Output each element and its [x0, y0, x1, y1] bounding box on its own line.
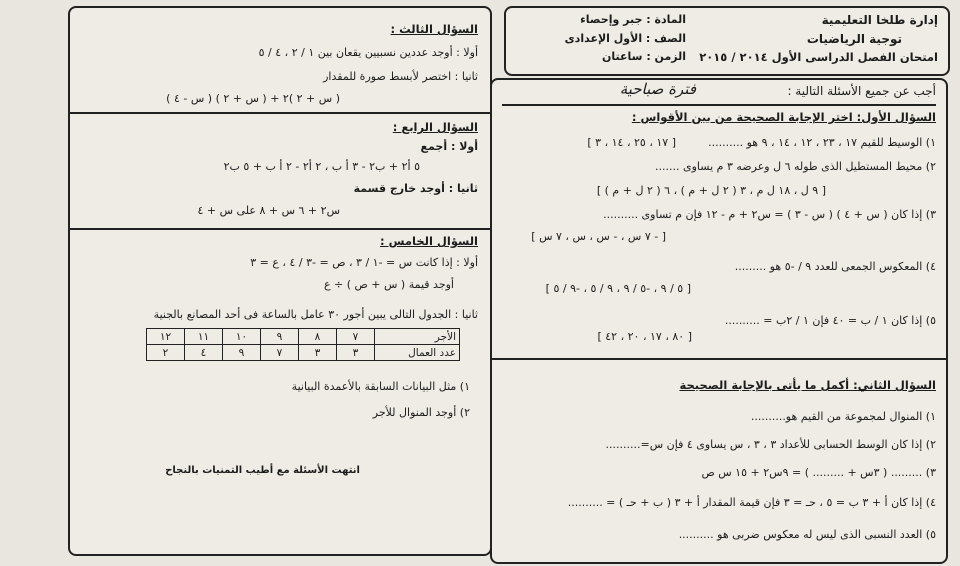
q5-first: أولا : إذا كانت س = -١ / ٣ ، ص = -٣ / ٤ ، ع = ٣: [250, 256, 478, 269]
q5-task1: ١) مثل البيانات السابقة بالأعمدة البيانية: [291, 380, 470, 393]
q1-item2-options: [ ٩ ل ، ١٨ ل م ، ٣ ( ٢ ل + م ) ، ٦ ( ٢ ل + م ) ]: [596, 184, 826, 197]
q4-first-expression: ٥ أ٢ + ب٢ - ٣ أ ب ، ٢ أ٢ - ٢ أ ب + ٥ ب٢: [223, 160, 420, 173]
q5-second: ثانيا : الجدول التالى يبين أجور ٣٠ عامل بالساعة فى أحد المصانع بالجنية: [153, 308, 478, 321]
q3-first: أولا : أوجد عددين نسبيين يقعان بين ١ / ٢ ، ٤ / ٥: [258, 46, 478, 59]
header-box: [504, 6, 950, 76]
q1-item3: ٣) إذا كان ( س + ٤ ) ( س - ٣ ) = س٢ + م - ١٢ فإن م تساوى ..........: [603, 208, 936, 221]
q1-item1: ١) الوسيط للقيم ١٧ ، ٢٣ ، ١٢ ، ١٤ ، ٩ هو ..........: [708, 136, 936, 149]
table-cell: ١٢: [147, 329, 185, 345]
q2-item2: ٢) إذا كان الوسط الحسابى للأعداد ٣ ، ٣ ، س يساوى ٤ فإن س=..........: [605, 438, 936, 451]
table-cell: ١١: [185, 329, 223, 345]
supervision-line: توجية الرياضيات: [806, 32, 902, 46]
q2-item1: ١) المنوال لمجموعة من القيم هو..........: [750, 410, 936, 423]
q1-item3-options: [ - ٧ س ، - س ، س ، ٧ س ]: [531, 230, 666, 243]
q4-second-expression: س٢ + ٦ س + ٨ على س + ٤: [197, 204, 340, 217]
q3-second: ثانيا : اختصر لأبسط صورة للمقدار: [323, 70, 478, 83]
period-handwritten: فترة صباحية: [619, 80, 696, 98]
q2-item5: ٥) العدد النسبى الذى ليس له معكوس ضربى هو ..........: [678, 528, 936, 541]
divider: [502, 104, 936, 106]
grade-line: الصف : الأول الإعدادى: [564, 32, 686, 45]
left-panel: [68, 6, 492, 556]
q1-item5-options: [ ٨٠ ، ١٧ ، ٢٠ ، ٤٢ ]: [597, 330, 692, 343]
q1-title: السؤال الأول: اختر الإجابة الصحيحة من بين الأقواس :: [631, 110, 936, 124]
q5-task2: ٢) أوجد المنوال للأجر: [372, 406, 470, 419]
q1-item5: ٥) إذا كان ١ / ب = ٤٠ فإن ١ / ٢ب = ..........: [724, 314, 936, 327]
q2-item4: ٤) إذا كان أ + ٣ ب = ٥ ، حـ = ٣ فإن قيمة المقدار أ + ٣ ( ب + حـ ) = ..........: [567, 496, 936, 509]
table-cell: ٨: [299, 329, 337, 345]
table-cell: ٩: [223, 345, 261, 361]
q-divider: [70, 112, 490, 114]
exam-term-line: امتحان الفصل الدراسى الأول ٢٠١٤ / ٢٠١٥: [699, 50, 938, 64]
q2-title: السؤال الثاني: أكمل ما يأتى بالإجابة الصحيحة: [679, 378, 936, 392]
q5-first-b: أوجد قيمة ( س + ص ) ÷ ع: [323, 278, 454, 291]
q4-second: ثانيا : أوجد خارج قسمة: [353, 182, 478, 195]
table-cell: ٢: [147, 345, 185, 361]
q4-title: السؤال الرابع :: [392, 120, 478, 134]
q2-item3: ٣) ......... ( ٣س + ......... ) = ٩س٢ + ١٥ س ص: [701, 466, 936, 479]
q-divider: [492, 358, 946, 360]
q1-item1-options: [ ١٧ ، ٢٥ ، ١٤ ، ٣ ]: [587, 136, 676, 149]
table-cell: ٧: [261, 345, 299, 361]
table-row: [147, 329, 460, 345]
table-cell: ٩: [261, 329, 299, 345]
q3-expression: ( س + ٢ )٢ + ( س + ٢ ) ( س - ٤ ): [166, 92, 340, 105]
instruction: أجب عن جميع الأسئلة التالية :: [787, 84, 936, 98]
q5-title: السؤال الخامس :: [380, 234, 478, 248]
subject-line: المادة : جبر وإحصاء: [580, 13, 686, 26]
table-cell: ٧: [337, 329, 375, 345]
table-cell: ٤: [185, 345, 223, 361]
q3-title: السؤال الثالث :: [390, 22, 478, 36]
table-header-cell: الأجر: [375, 329, 460, 345]
q4-first: أولا : أجمع: [420, 140, 478, 153]
closing-line: انتهت الأسئلة مع أطيب التمنيات بالنجاح: [165, 465, 360, 476]
table-cell: ٣: [337, 345, 375, 361]
admin-line: إدارة طلخا التعليمية: [821, 13, 938, 27]
table-cell: ٣: [299, 345, 337, 361]
q-divider: [70, 228, 490, 230]
time-line: الزمن : ساعتان: [602, 50, 686, 63]
table-cell: ١٠: [223, 329, 261, 345]
table-header-cell: عدد العمال: [375, 345, 460, 361]
right-panel: [490, 78, 948, 564]
q1-item4-options: [ ٥ / ٩ ، -٥ / ٩ ، ٩ / ٥ ، -٩ / ٥ ]: [545, 282, 691, 295]
wages-table: [146, 328, 460, 361]
table-row: [147, 345, 460, 361]
q1-item4: ٤) المعكوس الجمعى للعدد ٩ / -٥ هو .........: [734, 260, 936, 273]
q1-item2: ٢) محيط المستطيل الذى طوله ٦ ل وعرضه ٣ م يساوى .......: [655, 160, 936, 173]
